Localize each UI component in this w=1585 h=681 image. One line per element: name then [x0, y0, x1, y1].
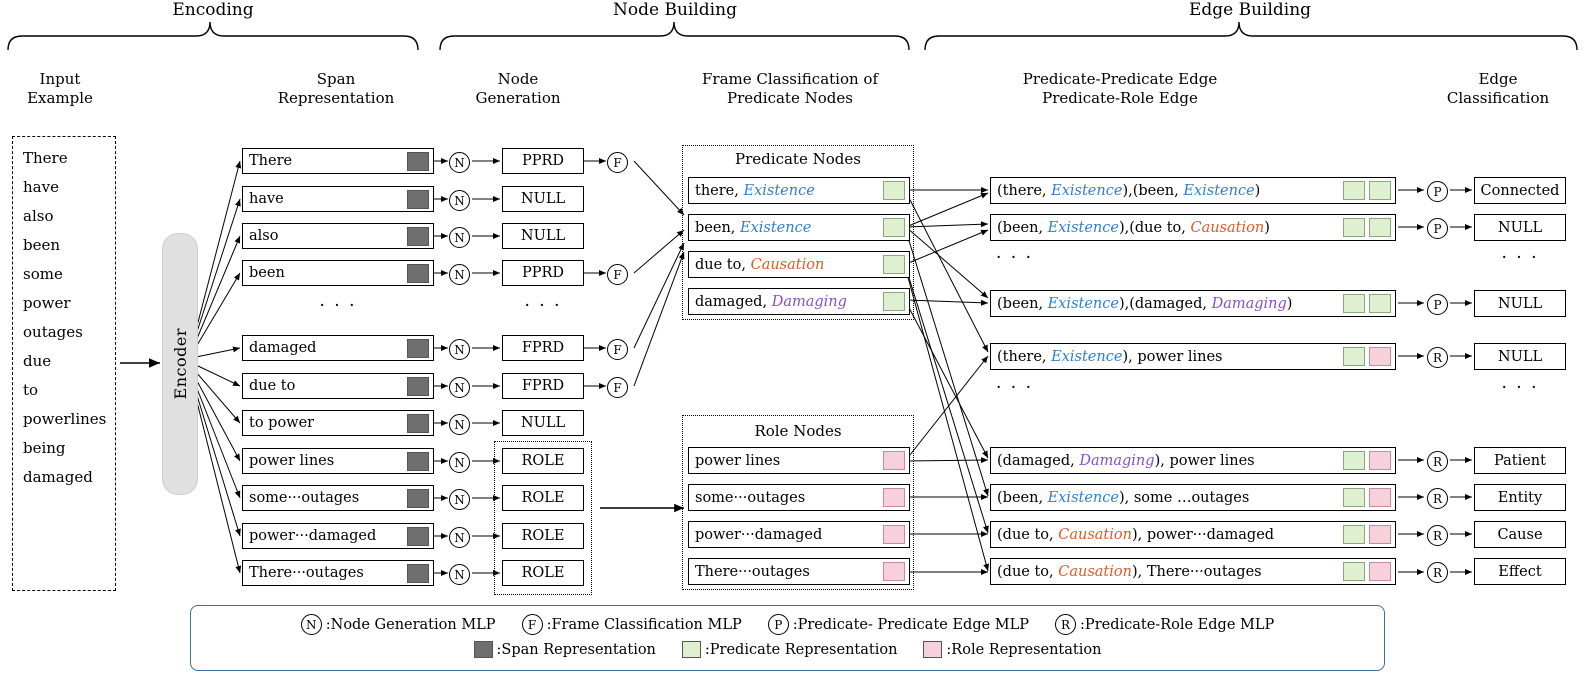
- role-representation-swatch: [1369, 562, 1391, 581]
- span-representation-swatch: [407, 527, 429, 546]
- role-representation-swatch: [883, 562, 905, 581]
- span-representation-swatch: [474, 641, 493, 658]
- span-box[interactable]: [242, 373, 434, 399]
- span-ellipsis: · · ·: [319, 296, 357, 316]
- node-generation-mlp-icon: N: [449, 489, 470, 510]
- frame-classification-mlp-icon: F: [607, 152, 628, 173]
- column-title-input-example: Input Example: [27, 70, 93, 107]
- predicate-representation-swatch: [1369, 294, 1391, 313]
- edge-class-box[interactable]: NULL: [1474, 214, 1566, 241]
- predicate-representation-swatch: [1343, 218, 1365, 237]
- input-token: damaged: [23, 467, 93, 486]
- predicate-span: there,: [695, 182, 739, 199]
- input-token: also: [23, 206, 54, 225]
- legend-item-span-representation: [474, 641, 656, 658]
- column-title-edge-pairs: Predicate-Predicate Edge Predicate-Role Edge: [1022, 70, 1218, 107]
- role-node[interactable]: [688, 484, 910, 511]
- span-representation-swatch: [407, 564, 429, 583]
- span-label: damaged: [249, 340, 317, 356]
- legend-item-frame-classification: [522, 614, 742, 635]
- legend-item-role-representation: [923, 641, 1101, 658]
- input-token: some: [23, 264, 63, 283]
- node-generation-box[interactable]: FPRD: [502, 335, 584, 361]
- input-token: been: [23, 235, 61, 254]
- predicate-representation-swatch: [1343, 181, 1365, 200]
- span-label: been: [249, 265, 285, 281]
- node-generation-mlp-icon: N: [449, 264, 470, 285]
- span-label: due to: [249, 378, 296, 394]
- node-generation-ellipsis: · · ·: [524, 296, 562, 316]
- phase-title-encoding: Encoding: [172, 0, 254, 20]
- role-representation-swatch: [883, 451, 905, 470]
- span-representation-swatch: [407, 377, 429, 396]
- span-box[interactable]: [242, 223, 434, 249]
- predicate-role-edge-mlp-icon: R: [1427, 347, 1448, 368]
- node-generation-mlp-icon: N: [449, 227, 470, 248]
- edge-class-ellipsis: · · ·: [1501, 248, 1539, 268]
- frame-classification-mlp-icon: F: [522, 614, 543, 635]
- node-generation-box[interactable]: NULL: [502, 410, 584, 436]
- span-box[interactable]: [242, 523, 434, 549]
- role-label: power lines: [695, 452, 781, 469]
- span-representation-swatch: [407, 414, 429, 433]
- node-generation-box[interactable]: ROLE: [502, 560, 584, 586]
- role-representation-swatch: [923, 641, 942, 658]
- predicate-representation-swatch: [883, 292, 905, 311]
- pr-edge-box[interactable]: (due to, Causation), power···damaged: [990, 521, 1396, 548]
- predicate-representation-swatch: [883, 255, 905, 274]
- pp-edge-box[interactable]: (there, Existence),(been, Existence): [990, 177, 1396, 204]
- span-representation-swatch: [407, 489, 429, 508]
- pr-edge-box[interactable]: (there, Existence), power lines: [990, 343, 1396, 370]
- role-representation-swatch: [1369, 525, 1391, 544]
- span-box[interactable]: [242, 560, 434, 586]
- column-title-node-generation: Node Generation: [475, 70, 561, 107]
- node-generation-mlp-icon: N: [449, 377, 470, 398]
- legend-item-predicate-representation: [682, 641, 898, 658]
- legend-label: :Span Representation: [496, 641, 656, 658]
- predicate-node[interactable]: [688, 251, 910, 278]
- pr-edge-box[interactable]: (damaged, Damaging), power lines: [990, 447, 1396, 474]
- node-generation-mlp-icon: N: [449, 452, 470, 473]
- role-label: some···outages: [695, 489, 806, 506]
- span-box[interactable]: [242, 485, 434, 511]
- predicate-representation-swatch: [1343, 347, 1365, 366]
- node-generation-box[interactable]: PPRD: [502, 148, 584, 174]
- predicate-representation-swatch: [883, 181, 905, 200]
- legend-item-pp-edge: [768, 614, 1029, 635]
- predicate-representation-swatch: [1343, 294, 1365, 313]
- legend-item-node-generation: [301, 614, 496, 635]
- phase-title-edge-building: Edge Building: [1188, 0, 1312, 20]
- predicate-predicate-edge-mlp-icon: P: [1427, 218, 1448, 239]
- legend-panel: [190, 605, 1385, 671]
- edge-class-box[interactable]: NULL: [1474, 343, 1566, 370]
- predicate-role-edge-mlp-icon: R: [1427, 451, 1448, 472]
- span-box[interactable]: [242, 186, 434, 212]
- pp-edge-box[interactable]: (been, Existence),(due to, Causation): [990, 214, 1396, 241]
- legend-label: :Node Generation MLP: [325, 616, 496, 633]
- legend-label: :Frame Classification MLP: [546, 616, 742, 633]
- span-label: power···damaged: [249, 528, 377, 544]
- predicate-frame: Existence: [740, 219, 812, 236]
- edge-class-box[interactable]: Connected: [1474, 177, 1566, 204]
- legend-label: :Predicate- Predicate Edge MLP: [792, 616, 1030, 633]
- edge-class-box[interactable]: Entity: [1474, 484, 1566, 511]
- span-box[interactable]: [242, 260, 434, 286]
- span-representation-swatch: [407, 264, 429, 283]
- predicate-representation-swatch: [1369, 181, 1391, 200]
- pr-edge-box[interactable]: (due to, Causation), There···outages: [990, 558, 1396, 585]
- encoder-block: [162, 233, 198, 495]
- predicate-span: damaged,: [695, 293, 768, 310]
- predicate-role-edge-mlp-icon: R: [1427, 525, 1448, 546]
- span-box[interactable]: [242, 410, 434, 436]
- legend-row-mlps: [191, 614, 1384, 635]
- role-representation-swatch: [1369, 451, 1391, 470]
- node-generation-box[interactable]: PPRD: [502, 260, 584, 286]
- role-label: power···damaged: [695, 526, 823, 543]
- span-box[interactable]: [242, 148, 434, 174]
- edge-class-box[interactable]: Patient: [1474, 447, 1566, 474]
- predicate-representation-swatch: [1343, 451, 1365, 470]
- predicate-frame: Causation: [750, 256, 825, 273]
- column-title-span-representation: Span Representation: [277, 70, 395, 107]
- predicate-span: been,: [695, 219, 736, 236]
- role-representation-swatch: [883, 488, 905, 507]
- role-representation-swatch: [1369, 347, 1391, 366]
- node-generation-mlp-icon: N: [301, 614, 322, 635]
- legend-label: :Predicate-Role Edge MLP: [1080, 616, 1275, 633]
- node-generation-box[interactable]: ROLE: [502, 485, 584, 511]
- node-generation-box[interactable]: FPRD: [502, 373, 584, 399]
- predicate-node[interactable]: [688, 214, 910, 241]
- input-token: outages: [23, 322, 83, 341]
- input-token: being: [23, 438, 66, 457]
- span-label: power lines: [249, 453, 335, 469]
- frame-classification-mlp-icon: F: [607, 377, 628, 398]
- pr-edge-ellipsis: · · ·: [996, 378, 1034, 398]
- edge-class-box[interactable]: Effect: [1474, 558, 1566, 585]
- column-title-edge-classification: Edge Classification: [1446, 70, 1550, 107]
- predicate-frame: Existence: [743, 182, 815, 199]
- input-token: have: [23, 177, 59, 196]
- span-representation-swatch: [407, 152, 429, 171]
- node-generation-box[interactable]: ROLE: [502, 523, 584, 549]
- predicate-representation-swatch: [1369, 218, 1391, 237]
- span-label: There: [249, 153, 293, 169]
- predicate-representation-swatch: [1343, 488, 1365, 507]
- node-generation-mlp-icon: N: [449, 414, 470, 435]
- span-label: There···outages: [249, 565, 364, 581]
- role-node[interactable]: [688, 521, 910, 548]
- span-label: also: [249, 228, 279, 244]
- span-label: some···outages: [249, 490, 360, 506]
- predicate-predicate-edge-mlp-icon: P: [1427, 294, 1448, 315]
- frame-classification-mlp-icon: F: [607, 264, 628, 285]
- phase-title-node-building: Node Building: [613, 0, 737, 20]
- input-token: to: [23, 380, 39, 399]
- node-generation-mlp-icon: N: [449, 527, 470, 548]
- span-representation-swatch: [407, 452, 429, 471]
- edge-class-ellipsis: · · ·: [1501, 378, 1539, 398]
- legend-label: :Predicate Representation: [704, 641, 898, 658]
- input-example-box: [12, 136, 116, 591]
- predicate-representation-swatch: [1343, 525, 1365, 544]
- node-generation-box[interactable]: NULL: [502, 186, 584, 212]
- span-label: to power: [249, 415, 315, 431]
- input-token: There: [23, 148, 68, 167]
- span-representation-swatch: [407, 190, 429, 209]
- edge-class-box[interactable]: NULL: [1474, 290, 1566, 317]
- role-representation-swatch: [1369, 488, 1391, 507]
- node-generation-mlp-icon: N: [449, 190, 470, 211]
- role-nodes-title: Role Nodes: [754, 422, 842, 440]
- predicate-predicate-edge-mlp-icon: P: [1427, 181, 1448, 202]
- predicate-span: due to,: [695, 256, 746, 273]
- span-box[interactable]: [242, 335, 434, 361]
- role-node[interactable]: [688, 447, 910, 474]
- frame-classification-mlp-icon: F: [607, 339, 628, 360]
- input-token: powerlines: [23, 409, 107, 428]
- legend-row-representations: [191, 641, 1384, 658]
- column-title-frame-classification: Frame Classification of Predicate Nodes: [701, 70, 878, 107]
- predicate-nodes-title: Predicate Nodes: [735, 150, 861, 168]
- predicate-frame: Damaging: [771, 293, 847, 310]
- predicate-representation-swatch: [883, 218, 905, 237]
- node-generation-box[interactable]: ROLE: [502, 448, 584, 474]
- legend-item-pr-edge: [1055, 614, 1274, 635]
- node-generation-mlp-icon: N: [449, 564, 470, 585]
- predicate-predicate-edge-mlp-icon: P: [768, 614, 789, 635]
- node-generation-mlp-icon: N: [449, 152, 470, 173]
- pp-edge-ellipsis: · · ·: [996, 248, 1034, 268]
- role-label: There···outages: [695, 563, 810, 580]
- input-token: power: [23, 293, 71, 312]
- span-representation-swatch: [407, 227, 429, 246]
- span-box[interactable]: [242, 448, 434, 474]
- role-node[interactable]: [688, 558, 910, 585]
- predicate-node[interactable]: [688, 288, 910, 315]
- role-representation-swatch: [883, 525, 905, 544]
- input-token: due: [23, 351, 52, 370]
- predicate-representation-swatch: [682, 641, 701, 658]
- predicate-representation-swatch: [1343, 562, 1365, 581]
- legend-label: :Role Representation: [946, 641, 1102, 658]
- pp-edge-box[interactable]: (been, Existence),(damaged, Damaging): [990, 290, 1396, 317]
- pr-edge-box[interactable]: (been, Existence), some …outages: [990, 484, 1396, 511]
- edge-class-box[interactable]: Cause: [1474, 521, 1566, 548]
- predicate-role-edge-mlp-icon: R: [1427, 562, 1448, 583]
- encoder-label: Encoder: [170, 328, 190, 400]
- predicate-role-edge-mlp-icon: R: [1427, 488, 1448, 509]
- node-generation-mlp-icon: N: [449, 339, 470, 360]
- predicate-role-edge-mlp-icon: R: [1055, 614, 1076, 635]
- predicate-node[interactable]: [688, 177, 910, 204]
- node-generation-box[interactable]: NULL: [502, 223, 584, 249]
- span-representation-swatch: [407, 339, 429, 358]
- span-label: have: [249, 191, 284, 207]
